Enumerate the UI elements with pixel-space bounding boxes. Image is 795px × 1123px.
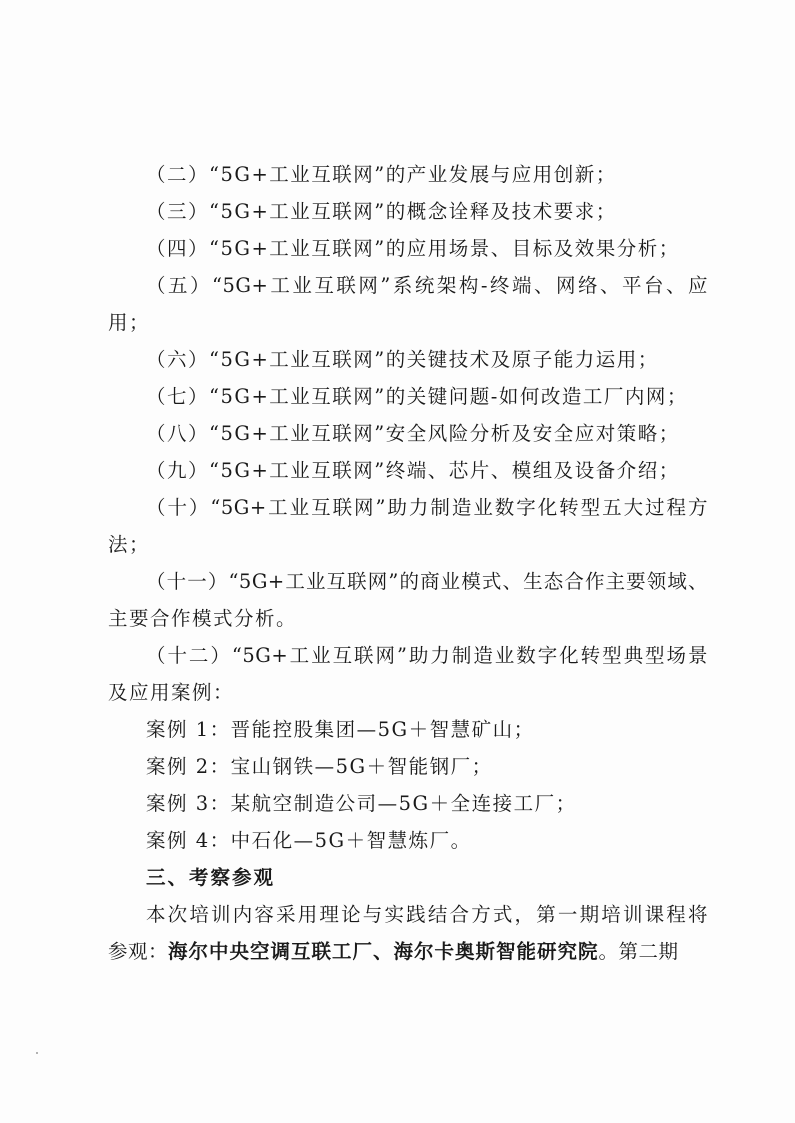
list-item: （十二）“5G+工业互联网”助力制造业数字化转型典型场景 <box>146 644 708 667</box>
list-item-continuation: 主要合作模式分析。 <box>108 607 298 630</box>
case-item: 案例 4：中石化—5G＋智慧炼厂。 <box>146 829 472 852</box>
paragraph-text: 。第二期 <box>598 940 679 963</box>
list-item: （九）“5G+工业互联网”终端、芯片、模组及设备介绍； <box>146 459 680 482</box>
document-body <box>108 156 708 970</box>
list-item: （八）“5G+工业互联网”安全风险分析及安全应对策略； <box>146 422 680 445</box>
list-item: （三）“5G+工业互联网”的概念诠释及技术要求； <box>146 200 617 223</box>
case-item: 案例 2：宝山钢铁—5G＋智能钢厂； <box>146 755 493 778</box>
visit-locations: 海尔中央空调互联工厂、海尔卡奥斯智能研究院 <box>168 940 599 963</box>
paragraph-text: 参观： <box>108 940 169 963</box>
list-item-continuation: 及应用案例： <box>108 681 235 704</box>
list-item-continuation: 用； <box>108 311 151 334</box>
list-item: （六）“5G+工业互联网”的关键技术及原子能力运用； <box>146 348 659 371</box>
list-item: （七）“5G+工业互联网”的关键问题-如何改造工厂内网； <box>146 385 688 408</box>
list-item: （四）“5G+工业互联网”的应用场景、目标及效果分析； <box>146 237 680 260</box>
case-item: 案例 1：晋能控股集团—5G＋智慧矿山； <box>146 718 535 741</box>
list-item: （五）“5G+工业互联网”系统架构-终端、网络、平台、应 <box>146 274 708 297</box>
list-item: （十）“5G+工业互联网”助力制造业数字化转型五大过程方 <box>146 496 708 519</box>
section-heading: 三、考察参观 <box>146 866 276 889</box>
case-item: 案例 3：某航空制造公司—5G＋全连接工厂； <box>146 792 577 815</box>
scan-speck <box>36 1052 38 1054</box>
list-item: （十一）“5G+工业互联网”的商业模式、生态合作主要领域、 <box>146 570 708 593</box>
list-item: （二）“5G+工业互联网”的产业发展与应用创新； <box>146 163 617 186</box>
paragraph-line: 本次培训内容采用理论与实践结合方式，第一期培训课程将 <box>146 903 708 926</box>
paragraph-line <box>108 933 708 970</box>
list-item-continuation: 法； <box>108 533 151 556</box>
